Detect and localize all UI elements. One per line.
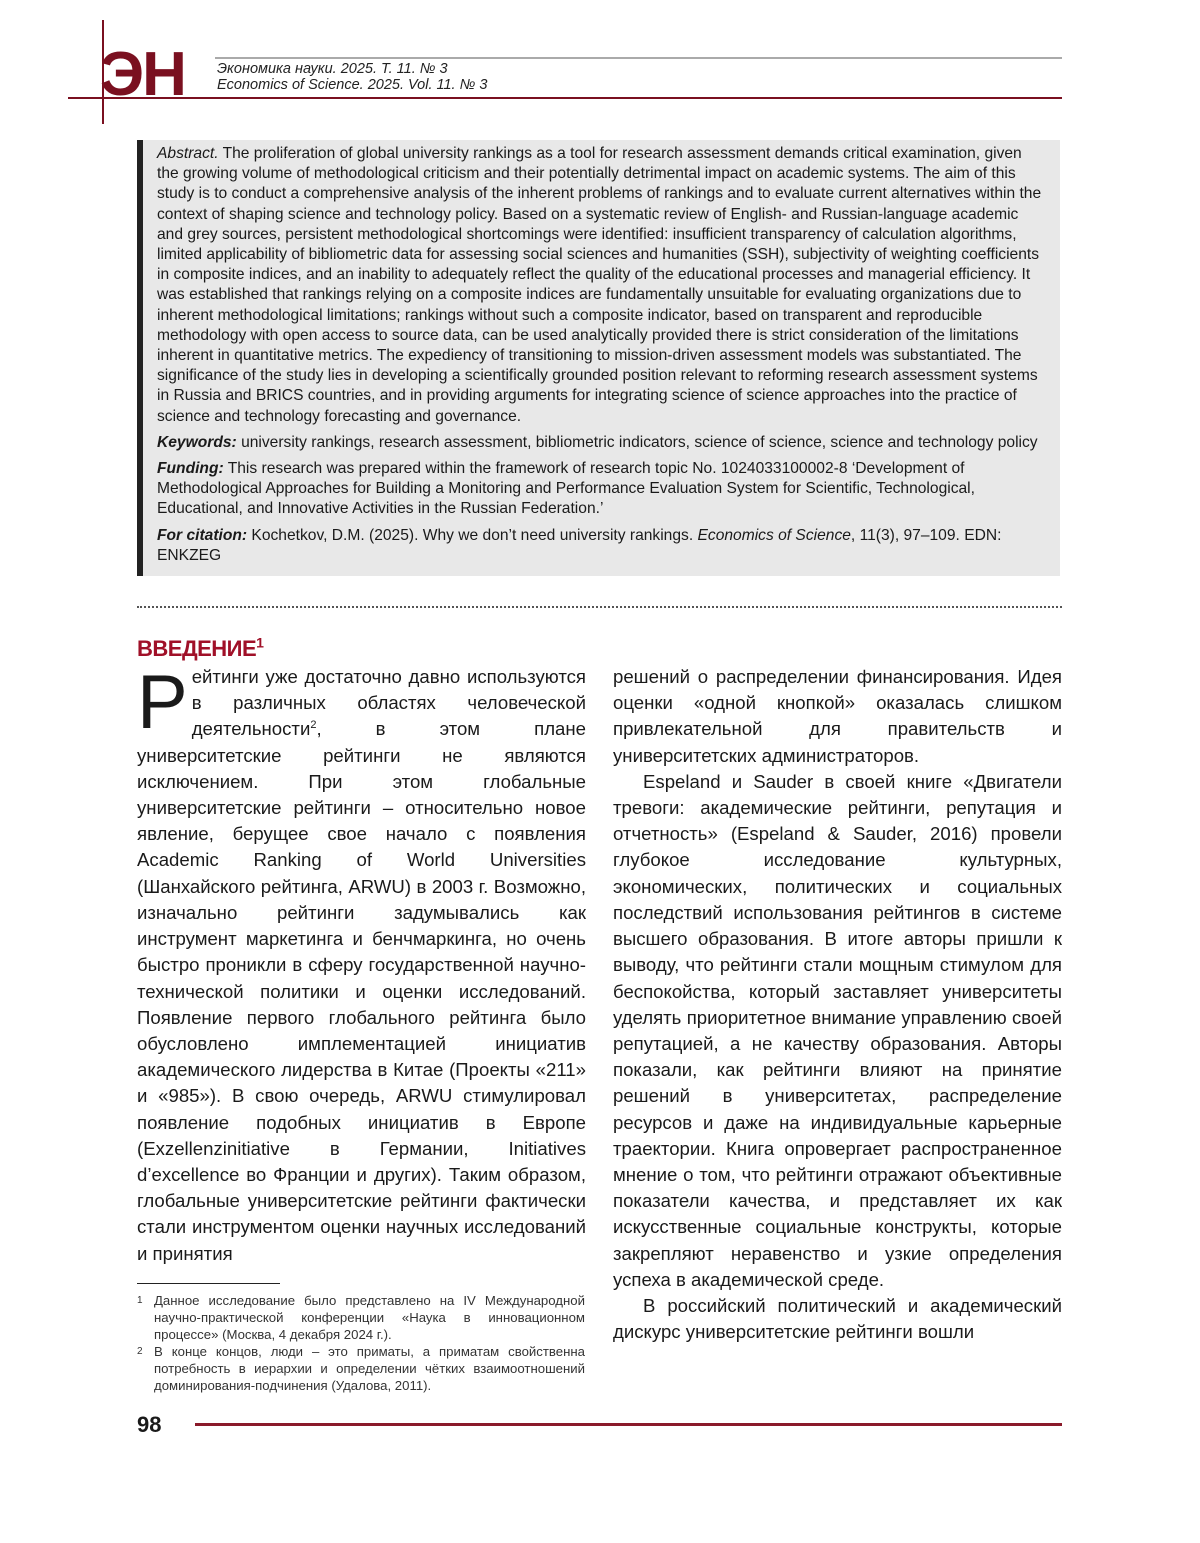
journal-title-en: Economics of Science. 2025. Vol. 11. № 3: [217, 77, 487, 93]
footnote-ref-2[interactable]: 2: [310, 719, 316, 731]
abstract-label: Abstract.: [157, 145, 219, 162]
page-footer: [137, 1412, 1062, 1478]
paragraph-text: ейтинги уже достаточно давно используются в различных областях человеческой деятельности: [192, 666, 586, 739]
journal-logo: ЭН: [100, 44, 185, 106]
citation-label: For citation:: [157, 527, 247, 544]
paragraph: В российский политический и академический дискурс университетские рейтинги вошли: [613, 1293, 1062, 1345]
footnote-text: В конце концов, люди – это приматы, а приматам свойственна потребность в иерархии и определении чётких взаимоотношений доминирования-подчинения (Удалова, 2011).: [154, 1343, 585, 1394]
keywords-label: Keywords:: [157, 434, 237, 451]
page-content: [137, 140, 1062, 1478]
footnotes: [137, 1292, 585, 1394]
paragraph-text: , в этом плане университетские рейтинги не являются исключением. При этом глобальные университетские рейтинги – относительно новое явление, берущее свое начало с появления Academic Ranking of World Universities (Шанхайского рейтинга, ARWU) в 2003 г. Возможно, изначально рейтинги задумывались как инструмент маркетинга и бенчмаркинга, но очень быстро проникли в сферу государственной научно-технической политики и оценки исследований. Появление первого глобального рейтинга было обусловлено имплементацией инициатив академического лидерства в Китае (Проекты «211» и «985»). В свою очередь, ARWU стимулировал появление подобных инициатив в Европе (Exzellenzinitiative в Германии, Initiatives d’excellence во Франции и других). Таким образом, глобальные университетские рейтинги фактически стали инструментом оценки научных исследований и принятия: [137, 718, 586, 1263]
paragraph: решений о распределении финансирования. Идея оценки «одной кнопкой» оказалась слишком привлекательной для правительств и университетских администраторов.: [613, 664, 1062, 769]
citation: [157, 526, 1044, 566]
abstract-box: [137, 140, 1060, 576]
journal-title-ru: Экономика науки. 2025. Т. 11. № 3: [217, 61, 487, 77]
footnote: [137, 1292, 585, 1343]
citation-journal: Economics of Science: [698, 527, 851, 544]
funding-label: Funding:: [157, 460, 224, 477]
footnote: [137, 1343, 585, 1394]
footnote-number: 2: [137, 1343, 154, 1394]
keywords-text: university rankings, research assessment, bibliometric indicators, science of science, science and technology policy: [237, 434, 1038, 451]
left-column: [137, 664, 586, 1394]
citation-text: Kochetkov, D.M. (2025). Why we don’t need university rankings.: [247, 527, 697, 544]
section-heading: [137, 636, 1062, 662]
funding: [157, 459, 1044, 520]
paragraph: Espeland и Sauder в своей книге «Двигатели тревоги: академические рейтинги, репутация и отчетность» (Espeland & Sauder, 2016) провели глубокое исследование культурных, экономических, политических и социальных последствий использования рейтингов в системе высшего образования. В итоге авторы пришли к выводу, что рейтинги стали мощным стимулом для беспокойства, который заставляет университеты уделять приоритетное внимание управлению своей репутацией, а не качеству образования. Авторы показали, как рейтинги влияют на принятие решений в университетах, распределение ресурсов и даже на индивидуальные карьерные траектории. Книга опровергает распространенное мнение о том, что рейтинги отражают объективные показатели качества, и представляет их как искусственные социальные конструкты, которые закрепляют неравенство и узкие определения успеха в академической среде.: [613, 769, 1062, 1293]
footnote-ref-1[interactable]: 1: [256, 635, 263, 651]
footer-rule: [195, 1423, 1062, 1426]
journal-info: [217, 61, 487, 93]
drop-cap: Р: [137, 670, 188, 736]
header-gray-rule: [215, 57, 1062, 59]
abstract: [157, 144, 1044, 427]
page-number: 98: [137, 1412, 195, 1438]
keywords: [157, 433, 1044, 453]
right-column: [613, 664, 1062, 1394]
section-title: ВВЕДЕНИЕ: [137, 636, 256, 661]
dotted-divider: [137, 606, 1062, 608]
citation-details: , 11(3), 97–109. EDN: ENKZEG: [157, 527, 1001, 564]
footnote-rule: [137, 1283, 280, 1284]
abstract-text: The proliferation of global university rankings as a tool for research assessment demands critical examination, given the growing volume of methodological criticism and their potentially detrimental impact on academic systems. The aim of this study is to conduct a comprehensive analysis of the inherent problems of rankings and to evaluate current alternatives within the context of shaping science and technology policy. Based on a systematic review of English- and Russian-language academic and grey sources, persistent methodological shortcomings were identified: insufficient transparency of calculation algorithms, limited applicability of bibliometric data for assessing social sciences and humanities (SSH), subjectivity of weighting coefficients in composite indices, and an inability to adequately reflect the quality of the educational processes and managerial efficiency. It was established that rankings relying on a composite indices are fundamentally unsuitable for evaluating organizations due to inherent methodological limitations; rankings without such a composite indicator, based on transparent and reproducible methodology with open access to source data, can be used analytically provided there is strict consideration of the limitations inherent in quantitative metrics. The expediency of transitioning to mission-driven assessment models was substantiated. The significance of the study lies in developing a scientifically grounded position relevant to reforming research assessment systems in Russia and BRICS countries, and in providing arguments for integrating science of science approaches into the practice of science and technology forecasting and governance.: [157, 145, 1041, 425]
footnote-text: Данное исследование было представлено на IV Международной научно-практической конференции «Наука в инновационном процессе» (Москва, 4 декабря 2024 г.).: [154, 1292, 585, 1343]
funding-text: This research was prepared within the framework of research topic No. 1024033100002-8 ‘Development of Methodological Approaches for Building a Monitoring and Performance Evaluation System for Scientific, Technological, Educational, and Innovative Activities in the Russian Federation.’: [157, 460, 975, 517]
paragraph: [137, 664, 586, 1267]
footnote-number: 1: [137, 1292, 154, 1343]
body-columns: [137, 664, 1062, 1394]
header-rule: [68, 97, 1062, 99]
